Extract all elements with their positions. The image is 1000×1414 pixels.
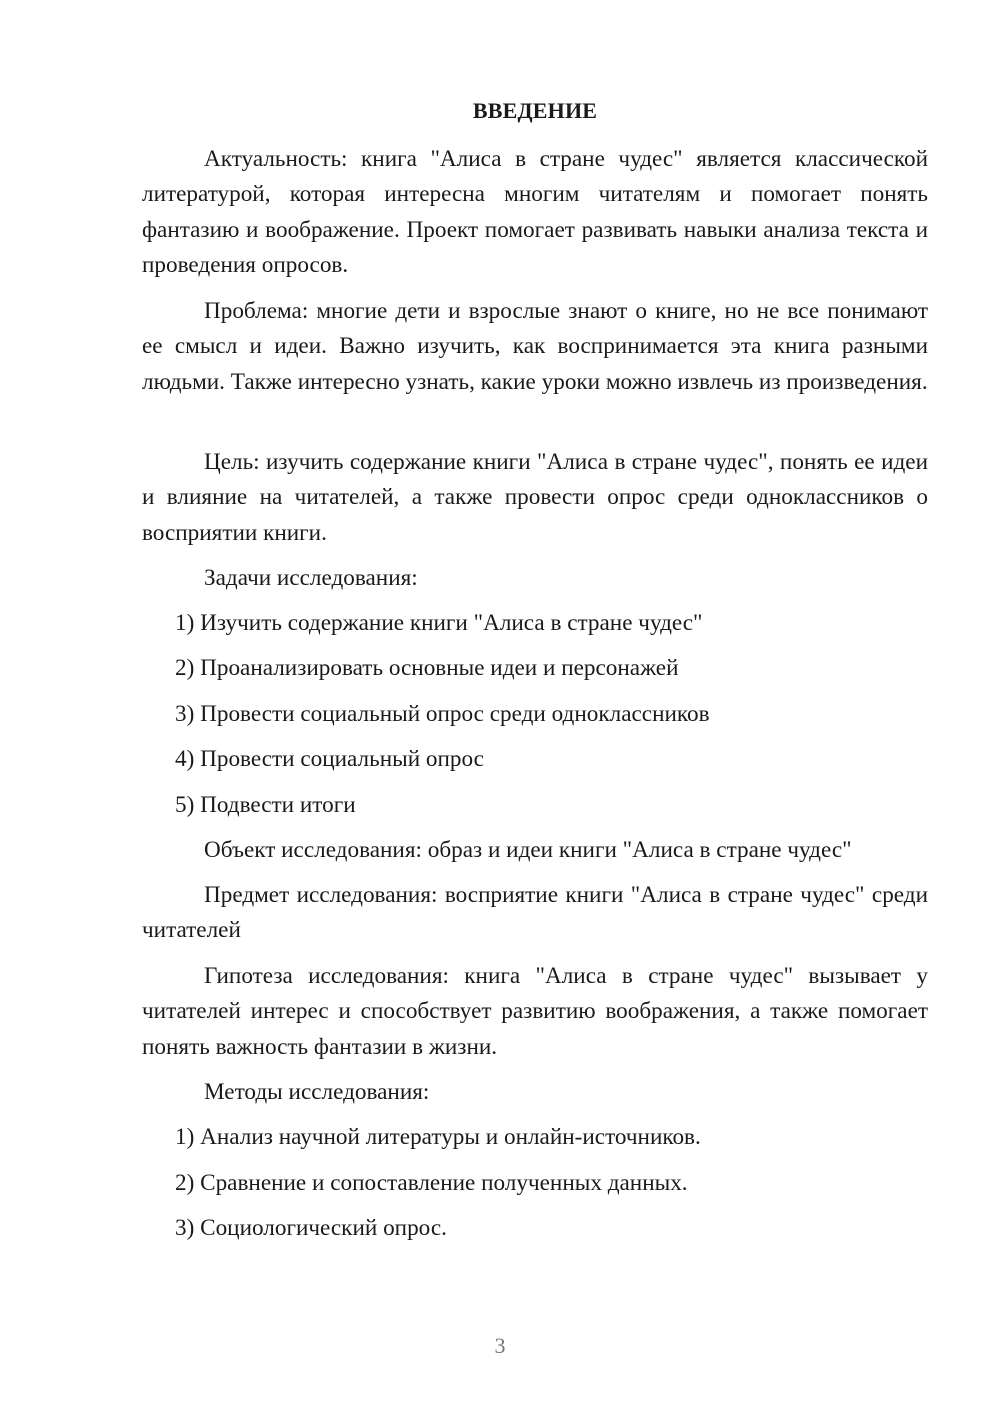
method-item-1: 1) Анализ научной литературы и онлайн-источников. <box>175 1124 701 1150</box>
method-item-3: 3) Социологический опрос. <box>175 1215 447 1241</box>
paragraph-problem: Проблема: многие дети и взрослые знают о книге, но не все понимают ее смысл и идеи. Важно изучить, как воспринимается эта книга разными людьми. Также интересно узнать, какие уроки можно извлечь из произведения. <box>142 298 928 395</box>
task-item-3: 3) Провести социальный опрос среди одноклассников <box>175 701 710 727</box>
page-number: 3 <box>494 1333 506 1358</box>
paragraph-object: Объект исследования: образ и идеи книги "Алиса в стране чудес" <box>204 837 852 863</box>
paragraph-relevance: Актуальность: книга "Алиса в стране чудес" является классической литературой, которая интересна многим читателям и помогает понять фантазию и воображение. Проект помогает развивать навыки анализа текста и проведения опросов. <box>142 146 928 278</box>
paragraph-goal: Цель: изучить содержание книги "Алиса в стране чудес", понять ее идеи и влияние на читателей, а также провести опрос среди одноклассников о восприятии книги. <box>142 449 928 546</box>
task-item-1: 1) Изучить содержание книги "Алиса в стране чудес" <box>175 610 703 636</box>
tasks-heading: Задачи исследования: <box>204 565 418 591</box>
methods-heading: Методы исследования: <box>204 1079 430 1105</box>
paragraph-subject: Предмет исследования: восприятие книги "Алиса в стране чудес" среди читателей <box>142 882 928 944</box>
task-item-2: 2) Проанализировать основные идеи и персонажей <box>175 655 679 681</box>
task-item-5: 5) Подвести итоги <box>175 792 356 818</box>
paragraph-hypothesis: Гипотеза исследования: книга "Алиса в стране чудес" вызывает у читателей интерес и способствует развитию воображения, а также помогает понять важность фантазии в жизни. <box>142 963 928 1060</box>
task-item-4: 4) Провести социальный опрос <box>175 746 484 772</box>
page-title: ВВЕДЕНИЕ <box>472 98 598 123</box>
method-item-2: 2) Сравнение и сопоставление полученных данных. <box>175 1170 688 1196</box>
